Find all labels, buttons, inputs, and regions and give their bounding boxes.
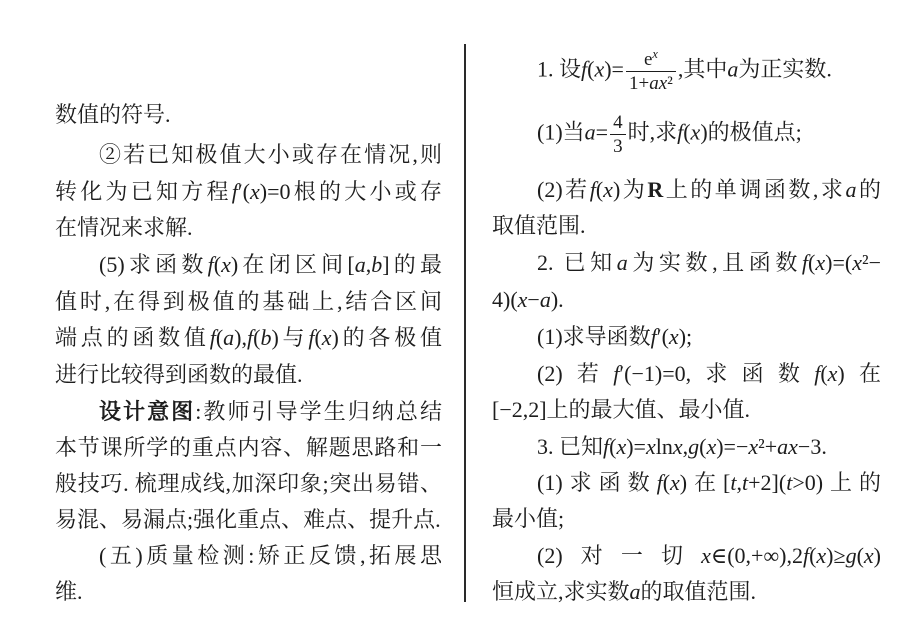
text-run: 2. 已知 — [537, 250, 617, 275]
text-run: >0)上的 — [792, 470, 882, 495]
math-variable: a — [629, 579, 641, 604]
math-variable: t — [742, 470, 749, 495]
text-line — [99, 541, 442, 571]
text-run: 数值的符号. — [55, 102, 171, 127]
text-line — [537, 541, 881, 571]
math-variable: f — [246, 325, 254, 350]
text-run: ②若已知极值大小或存在情况,则 — [99, 142, 442, 167]
text-line — [55, 323, 442, 353]
text-run: 进行比较得到函数的最值. — [55, 362, 303, 387]
math-variable: g — [845, 543, 857, 568]
text-run: ′( — [237, 179, 250, 204]
math-variable: t — [730, 470, 737, 495]
text-line — [55, 433, 442, 463]
text-run: 端点的函数值 — [55, 325, 210, 350]
text-run: ( — [253, 325, 261, 350]
text-run: )=0根的大小或存 — [259, 179, 442, 204]
text-line — [55, 469, 442, 499]
fraction — [626, 48, 676, 95]
text-run: 3. 已知 — [537, 434, 604, 459]
text-run: ) — [873, 543, 881, 568]
math-variable: x — [517, 287, 528, 312]
text-run: )=( — [825, 250, 853, 275]
math-variable: x — [603, 177, 613, 202]
math-variable: f — [650, 324, 657, 349]
text-line — [537, 48, 881, 95]
math-variable: f — [677, 119, 684, 145]
text-line — [55, 100, 442, 130]
text-line — [55, 177, 442, 207]
math-variable: x — [221, 252, 231, 277]
math-variable: a — [616, 250, 628, 275]
math-variable: x — [250, 179, 260, 204]
text-line — [537, 111, 881, 158]
text-line — [55, 505, 442, 535]
text-run: ). — [550, 287, 564, 312]
bold-text: 设计意图 — [99, 399, 196, 424]
text-run: 4)( — [492, 287, 518, 312]
math-variable: b — [371, 252, 383, 277]
text-run: ( — [809, 543, 817, 568]
text-run: ( — [820, 361, 828, 386]
text-line — [55, 577, 442, 607]
math-variable: f — [656, 470, 663, 495]
text-run: e — [643, 49, 653, 70]
text-run: ( — [856, 543, 864, 568]
math-variable: x — [706, 434, 717, 459]
text-run: 为正实数. — [738, 56, 832, 82]
text-run: ln — [655, 434, 673, 459]
text-run: ( — [808, 250, 816, 275]
text-run: −3. — [797, 434, 827, 459]
text-run: ), — [234, 325, 247, 350]
text-line — [492, 285, 881, 315]
math-variable: f — [209, 325, 216, 350]
text-run: :教师引导学生归纳总结 — [195, 399, 442, 424]
text-run: 本节课所学的重点内容、解题思路和一 — [55, 435, 442, 460]
text-run: ( — [213, 252, 222, 277]
text-run: , — [365, 252, 372, 277]
math-variable: x — [827, 361, 838, 386]
text-run: (五)质量检测:矫正反馈,拓展思 — [99, 543, 442, 568]
text-line — [55, 287, 442, 317]
fraction-numerator — [610, 111, 626, 134]
math-variable: f — [613, 361, 620, 386]
left-column — [40, 40, 455, 610]
text-line — [99, 250, 442, 280]
bold-text: R — [647, 177, 664, 202]
fraction-denominator — [626, 71, 676, 95]
text-run: (2)若 — [537, 177, 590, 202]
text-run: ( — [587, 56, 595, 82]
text-run: 维. — [55, 579, 83, 604]
text-line — [55, 360, 442, 390]
text-line — [537, 175, 881, 205]
fraction — [610, 111, 626, 158]
math-variable: x — [815, 250, 826, 275]
text-run: )在[ — [679, 470, 731, 495]
text-run: 1+ — [628, 73, 650, 94]
text-run: ); — [678, 324, 693, 349]
right-column — [475, 40, 890, 610]
math-variable: x — [594, 56, 605, 82]
text-run: )的极值点; — [700, 119, 802, 145]
text-run: +2]( — [748, 470, 787, 495]
text-run: 3 — [613, 136, 623, 157]
text-run: 的 — [856, 177, 881, 202]
fraction-denominator — [610, 134, 626, 158]
math-variable: f — [801, 250, 809, 275]
text-run: ]的最 — [382, 252, 443, 277]
text-run: 上的单调函数,求 — [663, 177, 846, 202]
text-run: )为 — [612, 177, 648, 202]
math-variable: f — [802, 543, 810, 568]
text-run: 在情况来求解. — [55, 215, 193, 240]
text-run: ′(−1)=0,求函数 — [619, 361, 815, 386]
text-run: , — [682, 434, 689, 459]
text-line — [55, 213, 442, 243]
math-variable: f — [308, 325, 315, 350]
text-run: ( — [314, 325, 322, 350]
math-variable: f — [581, 56, 588, 82]
math-variable: f — [231, 179, 238, 204]
text-run: 恒成立,求实数 — [492, 579, 630, 604]
text-run: ∈(0,+∞),2 — [710, 543, 803, 568]
text-run: − — [527, 287, 540, 312]
text-run: 般技巧. 梳理成线,加深印象;突出易错、 — [55, 471, 442, 496]
text-run: )与 — [271, 325, 309, 350]
text-run: )在闭区间[ — [230, 252, 355, 277]
text-run: 为实数,且函数 — [627, 250, 802, 275]
text-line — [537, 248, 881, 278]
text-line — [492, 395, 881, 425]
text-run: )=− — [716, 434, 749, 459]
math-variable: x — [690, 119, 701, 145]
text-run: (1)求导函数 — [537, 324, 651, 349]
math-variable: f — [603, 434, 610, 459]
text-run: ( — [662, 470, 671, 495]
text-run: (5)求函数 — [99, 252, 208, 277]
math-variable: a — [727, 56, 739, 82]
math-variable: x — [652, 47, 658, 62]
text-run: ² — [667, 73, 673, 94]
fraction-numerator — [626, 48, 676, 71]
text-run: )的各极值 — [331, 325, 442, 350]
math-variable: x — [670, 470, 680, 495]
text-run: ,其中 — [677, 56, 728, 82]
text-run: (2)若 — [537, 361, 614, 386]
text-run: 1. 设 — [537, 56, 582, 82]
math-variable: f — [589, 177, 596, 202]
text-line — [492, 504, 881, 534]
text-run: 取值范围. — [492, 213, 586, 238]
math-variable: a — [223, 325, 235, 350]
text-run: )在 — [837, 361, 882, 386]
text-run: ( — [699, 434, 707, 459]
text-line — [537, 432, 881, 462]
text-line — [99, 397, 442, 427]
math-variable: g — [688, 434, 700, 459]
text-run: 4 — [613, 112, 623, 133]
text-run: ( — [609, 434, 617, 459]
text-run: , — [736, 470, 743, 495]
text-run: 最小值; — [492, 506, 565, 531]
text-run: 值时,在得到极值的基础上,结合区间 — [55, 289, 442, 314]
text-run: ²− — [861, 250, 881, 275]
text-run: ( — [683, 119, 691, 145]
math-variable: x — [748, 434, 759, 459]
math-variable: x — [321, 325, 332, 350]
text-run: 的取值范围. — [640, 579, 757, 604]
text-run: (2)对一切 — [537, 543, 702, 568]
text-run: 易混、易漏点;强化重点、难点、提升点. — [55, 507, 441, 532]
text-line — [492, 211, 881, 241]
math-variable: f — [814, 361, 821, 386]
math-variable: x — [816, 543, 827, 568]
math-variable: a — [354, 252, 366, 277]
text-run: ( — [595, 177, 604, 202]
math-variable: t — [786, 470, 793, 495]
text-run: (1)当 — [537, 119, 585, 145]
math-variable: b — [260, 325, 272, 350]
text-run: 转化为已知方程 — [55, 179, 232, 204]
text-run: [−2,2]上的最大值、最小值. — [492, 397, 751, 422]
math-variable: ax — [777, 434, 798, 459]
math-variable: f — [207, 252, 214, 277]
math-variable: x — [616, 434, 627, 459]
text-run: 时,求 — [627, 119, 678, 145]
math-variable: a — [584, 119, 596, 145]
text-run: ( — [215, 325, 224, 350]
text-run: = — [595, 119, 609, 145]
text-run: ²+ — [758, 434, 778, 459]
text-run: (1)求函数 — [537, 470, 657, 495]
math-variable: a — [539, 287, 551, 312]
math-variable: a — [845, 177, 857, 202]
text-run: )= — [604, 56, 624, 82]
math-variable: x — [645, 434, 656, 459]
text-run: )= — [626, 434, 646, 459]
text-line — [537, 322, 881, 352]
text-line — [99, 140, 442, 170]
text-run: ′( — [656, 324, 669, 349]
math-variable: x — [701, 543, 711, 568]
column-divider — [464, 44, 466, 602]
text-run: )≥ — [826, 543, 846, 568]
math-variable: x — [852, 250, 862, 275]
math-variable: ax — [649, 73, 668, 94]
math-variable: x — [863, 543, 874, 568]
text-line — [492, 577, 881, 607]
text-line — [537, 359, 881, 389]
math-variable: x — [668, 324, 679, 349]
text-line — [537, 468, 881, 498]
math-variable: x — [672, 434, 683, 459]
